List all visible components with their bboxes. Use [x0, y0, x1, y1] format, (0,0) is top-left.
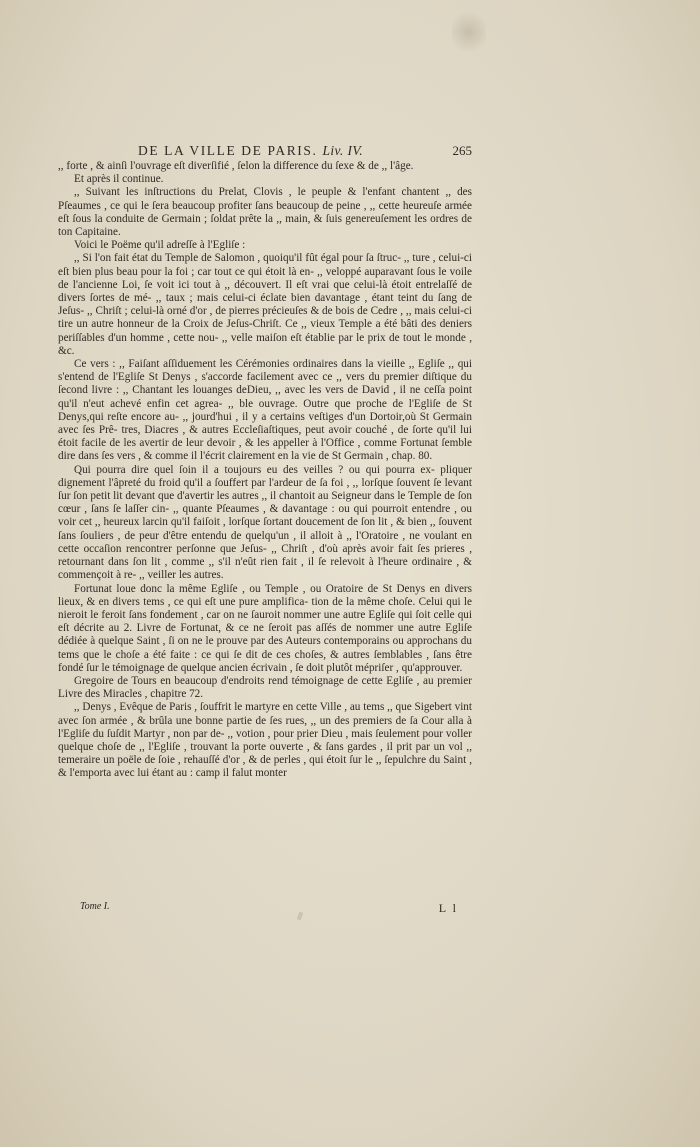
paragraph: ,, Denys , Evêque de Paris , ſouffrit le martyre en cette Ville , au tems ,, que Sigebert vint avec ſon armée , & brûla une bonne partie de ſes rues, ,, un des premiers de ſa Cour alla à l'Egliſe du ſuſdit Martyr , non par de- ,, votion , pour prier Dieu , mais ſeulement pour voller quelque choſe de ,, l'Egliſe , trouvant la porte ouverte , & ſans gardes , il prit par un vol ,, temeraire un poële de ſoie , rehauſſé d'or , & de perles , qui étoit ſur le ,, ſepulchre du Saint , & l'emporta avec lui étant au : camp il falut monter	[58, 701, 472, 780]
paragraph: ,, forte , & ainſi l'ouvrage eſt diverſifié , ſelon la difference du ſexe & de ,, l'âge.	[58, 160, 414, 172]
paper-stain	[452, 8, 486, 56]
paragraph: ,, Suivant les inſtructions du Prelat, Clovis , le peuple & l'enfant chantent ,, des Pſeaumes , ce qui le ſera beaucoup profiter ſans beaucoup de peine , ,, cette heureuſe armée eſt ſous la conduite de Germain ; ſoldat prête la ,, main, & ſuis genereuſement les ordres de ton Capitaine.	[58, 186, 472, 239]
body-text	[58, 160, 472, 781]
paragraph: Ce vers : ,, Faiſant aſſiduement les Cérémonies ordinaires dans la vieille ,, Egliſe ,, qui s'entend de l'Egliſe St Denys , s'accorde facilement avec ce ,, vers du premier diſtique du ſecond livre : ,, Chantant les louanges deDieu, ,, avec les vers de David , il ne ceſſa point qu'il n'eut achevé enfin cet agrea- ,, ble ouvrage. Outre que proche de l'Egliſe de St Denys,qui reſte encore au- ,, jourd'hui , il y a certains veſtiges d'un Dortoir,où St Germain avec ſes Prê- tres, Diacres , & autres Eccleſiaſtiques, peut avoir couché , de ſorte qu'il lui étoit facile de les avertir de leur devoir , & les appeller à l'Office , comme Fortunat ſemble dire dans ſes vers , & comme il l'écrit clairement en la vie de St Germain , chap. 80.	[58, 358, 472, 463]
running-title: DE LA VILLE DE PARIS. Liv. IV.	[138, 143, 364, 158]
paragraph: Qui pourra dire quel ſoin il a toujours eu des veilles ? ou qui pourra ex- pliquer dignement l'âpreté du froid qu'il a ſouffert par l'ardeur de ſa foi , ,, lorſque ſouvent ſe levant ſur ſon petit lit devant que d'avertir les autres ,, il chantoit au Seigneur dans le Temple de ſon cœur , ſans ſe laſſer cin- ,, quante Pſeaumes , & davantage : ou qui pourroit entendre , ou voir cet ,, heureux larcin qu'il faiſoit , lorſque ſortant doucement de ſon lit , & bien ,, ſouvent ſans ſouliers , de peur d'être entendu de quelqu'un , il alloit à ,, l'Oratoire , ne voulant en cette occaſion rencontrer perſonne que Jeſus- ,, Chriſt , d'où après avoir fait ſes prieres , retournant dans ſon lit , comme ,, s'il n'eût rien fait , il ſe relevoit à l'heure ordinaire , & commençoit à re- ,, veiller les autres.	[58, 463, 472, 582]
page-footer	[80, 901, 458, 916]
page-number: 265	[452, 143, 472, 158]
paragraph: Gregoire de Tours en beaucoup d'endroits rend témoignage de cette Egliſe , au premier Livre des Miracles , chapitre 72.	[58, 674, 472, 701]
paragraph: Voici le Poëme qu'il adreſſe à l'Egliſe :	[74, 239, 246, 252]
paragraph: Fortunat loue donc la même Egliſe , ou Temple , ou Oratoire de St Denys en divers lieux, & en divers tems , ce qui eſt une pure amplifica- tion de la même choſe. Celui qui le nieroit le feroit ſans fondement , car on ne ſauroit nommer une autre Egliſe qui ſoit celle qui eſt décrite au 2. Livre de Fortunat, & ce ne ſeroit pas aſſés de nommer une autre Egliſe dédiée à quelque Saint , ſi on ne le prouve par des Auteurs contemporains ou approchans du tems que le choſe a été faite : ce qui ſe dit de ces choſes, & autres ſemblables , ſans être fondé ſur le témoignage de quelque ancien écrivain , ſe doit plutôt mépriſer , qu'approuver.	[58, 582, 472, 674]
paragraph: ,, Si l'on fait état du Temple de Salomon , quoiqu'il fût égal pour ſa ſtruc- ,, ture , celui-ci eſt bien plus beau pour la foi ; car tout ce qui étoit là en- ,, veloppé auparavant ſous le voile de l'ancienne Loi, ſe voit ici tout à ,, découvert. Il eſt vrai que celui-là étoit entrelaſſé de divers ſortes de mé- ,, taux ; mais celui-ci éclate bien davantage , étant teint du ſang de Jeſus- ,, Chriſt ; celui-là orné d'or , de pierres précieuſes & de bois de Cedre , ,, mais celui-ci tire un autre honneur de la Croix de Jeſus-Chriſt. Ce ,, vieux Temple a été bâti des deniers periſſables d'un homme , cette nou- ,, velle maiſon eſt établie par le prix de tout le monde , &c.	[58, 252, 472, 357]
running-header	[58, 143, 472, 159]
signature-mark: L l	[438, 901, 458, 915]
ink-mark	[297, 912, 303, 921]
book-number: Liv. IV.	[322, 143, 364, 158]
paragraph: Et après il continue.	[74, 173, 164, 186]
volume-label: Tome I.	[80, 901, 110, 912]
